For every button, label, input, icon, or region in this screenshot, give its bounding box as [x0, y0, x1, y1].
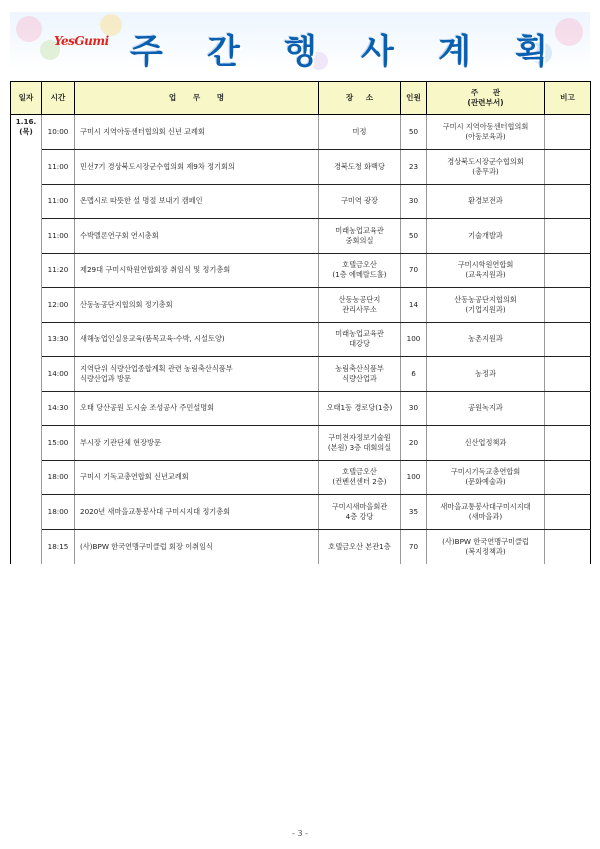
table-row [11, 150, 591, 185]
host-line: (복지정책과) [465, 546, 506, 556]
place-line: 대강당 [349, 339, 370, 349]
note-cell [545, 288, 591, 323]
people-cell: 70 [401, 253, 427, 288]
task-cell [75, 184, 319, 219]
table-row [11, 253, 591, 288]
place-line: (컨벤션센터 2층) [332, 477, 387, 487]
task-line: 구미시 기독교총연합회 신년교례회 [80, 472, 189, 482]
place-cell [319, 357, 401, 392]
people-cell: 100 [401, 460, 427, 495]
date-cell [11, 322, 42, 357]
place-cell [319, 322, 401, 357]
table-row [11, 219, 591, 254]
table-header-row [11, 82, 591, 115]
time-cell: 11:20 [42, 253, 75, 288]
place-line: 미정 [352, 127, 367, 136]
title-char: 계 [438, 32, 473, 70]
date-cell [11, 529, 42, 564]
place-cell [319, 426, 401, 461]
host-line: (총무과) [472, 166, 499, 176]
task-cell [75, 357, 319, 392]
place-cell [319, 115, 401, 150]
task-cell [75, 219, 319, 254]
host-cell [427, 460, 545, 495]
task-cell [75, 391, 319, 426]
title-char: 간 [207, 32, 242, 70]
host-line: (교육지원과) [465, 270, 506, 280]
time-cell: 13:30 [42, 322, 75, 357]
date-cell [11, 495, 42, 530]
title-banner [10, 12, 590, 70]
title-char: 사 [361, 32, 396, 70]
date-cell [11, 150, 42, 185]
host-line: (사)BPW 한국연맹구미클럽 [442, 536, 529, 546]
page-title [130, 24, 550, 70]
time-cell: 11:00 [42, 219, 75, 254]
people-cell: 6 [401, 357, 427, 392]
header-host-main: 주 관 [470, 88, 501, 97]
place-line: 산동농공단지 [338, 294, 381, 304]
place-line: 미래농업교육관 [335, 329, 384, 339]
table-row [11, 426, 591, 461]
header-host [427, 82, 545, 115]
title-char: 획 [515, 32, 550, 70]
host-cell [427, 391, 545, 426]
task-cell [75, 115, 319, 150]
table-row [11, 115, 591, 150]
date-cell [11, 357, 42, 392]
host-line: 산동농공단지협의회 [454, 294, 517, 304]
date-cell [11, 426, 42, 461]
note-cell [545, 115, 591, 150]
host-line: 경상북도시장군수협의회 [447, 156, 524, 166]
time-cell: 10:00 [42, 115, 75, 150]
place-line: 구미시새마을회관 [331, 501, 388, 511]
note-cell [545, 150, 591, 185]
host-line: (새마을과) [468, 511, 503, 521]
place-cell [319, 184, 401, 219]
task-line: 식량산업과 방문 [80, 373, 131, 383]
place-line: 오태1동 경로당(1층) [326, 403, 393, 413]
title-char: 행 [284, 32, 319, 70]
decorative-bubble [100, 14, 122, 36]
people-cell: 35 [401, 495, 427, 530]
host-line: 농정과 [475, 368, 496, 378]
host-line: 구미시 지역아동센터협의회 [442, 122, 529, 131]
place-cell [319, 150, 401, 185]
place-cell [319, 391, 401, 426]
page-number: - 3 - [292, 829, 308, 838]
note-cell [545, 184, 591, 219]
header-task: 업 무 명 [75, 82, 319, 115]
host-cell [427, 322, 545, 357]
date-cell [11, 184, 42, 219]
task-line: 온맵시로 따뜻한 설 명절 보내기 캠페인 [80, 196, 203, 206]
place-cell [319, 288, 401, 323]
host-line: 구미시기독교총연합회 [450, 467, 521, 477]
date-cell [11, 219, 42, 254]
table-row [11, 184, 591, 219]
decorative-bubble [16, 16, 42, 42]
host-cell [427, 426, 545, 461]
task-cell [75, 288, 319, 323]
time-cell: 15:00 [42, 426, 75, 461]
host-line: (문화예술과) [465, 477, 506, 487]
place-line: 호텔금오산 [342, 260, 377, 270]
city-logo: YesGumi [54, 34, 109, 48]
place-cell [319, 460, 401, 495]
task-line: 민선7기 경상북도시장군수협의회 제9차 정기회의 [80, 161, 235, 171]
header-time: 시간 [42, 82, 75, 115]
place-line: 구미전자정보기술원 [328, 432, 391, 442]
task-line: (사)BPW 한국연맹구미클럽 회장 이취임식 [80, 541, 213, 551]
place-line: (본원) 3층 대회의실 [327, 442, 392, 452]
date-cell [11, 288, 42, 323]
host-cell [427, 253, 545, 288]
host-cell [427, 184, 545, 219]
time-cell: 14:00 [42, 357, 75, 392]
task-line: 부시장 기관단체 현장방문 [80, 437, 161, 447]
date-cell [11, 253, 42, 288]
task-line: 지역단위 식량산업종합계획 관련 농림축산식품부 [80, 363, 233, 373]
date-cell [11, 391, 42, 426]
place-line: 4층 강당 [345, 511, 374, 521]
table-row [11, 288, 591, 323]
host-line: 공원녹지과 [468, 403, 503, 413]
people-cell: 100 [401, 322, 427, 357]
task-line: 제29대 구미시학원연합회장 취임식 및 정기총회 [80, 265, 231, 275]
date-weekday: (목) [19, 127, 33, 136]
people-cell: 30 [401, 391, 427, 426]
people-cell: 14 [401, 288, 427, 323]
place-line: 호텔금오산 [342, 467, 377, 477]
date-cell [11, 460, 42, 495]
note-cell [545, 426, 591, 461]
task-cell [75, 495, 319, 530]
host-cell [427, 219, 545, 254]
time-cell: 14:30 [42, 391, 75, 426]
task-line: 2020년 새마을교통봉사대 구미시지대 정기총회 [80, 506, 231, 516]
time-cell: 11:00 [42, 150, 75, 185]
place-line: 호텔금오산 본관1층 [328, 541, 391, 551]
note-cell [545, 357, 591, 392]
task-line: 산동농공단지협의회 정기총회 [80, 299, 173, 309]
header-place: 장 소 [319, 82, 401, 115]
place-line: 경북도청 화백당 [334, 161, 385, 171]
place-line: (1층 에메랄드홀) [332, 270, 387, 280]
table-row [11, 322, 591, 357]
task-line: 새해농업인실용교육(품목교육-수박, 시설토양) [80, 334, 225, 344]
place-line: 중회의실 [345, 235, 374, 245]
task-cell [75, 322, 319, 357]
host-line: (아동보육과) [465, 132, 506, 141]
decorative-bubble [555, 18, 583, 46]
time-cell: 18:15 [42, 529, 75, 564]
place-cell [319, 219, 401, 254]
task-line: 구미시 지역아동센터협의회 신년 교례회 [80, 127, 205, 136]
date-day: 1.16. [15, 117, 37, 126]
table-row [11, 391, 591, 426]
table-row [11, 495, 591, 530]
host-line: 새마을교통봉사대구미시지대 [440, 501, 531, 511]
people-cell: 20 [401, 426, 427, 461]
place-line: 구미역 광장 [340, 196, 378, 206]
host-line: 농촌지원과 [468, 334, 503, 344]
host-line: 구미시학원연합회 [457, 260, 514, 270]
task-cell [75, 150, 319, 185]
host-cell [427, 357, 545, 392]
people-cell: 23 [401, 150, 427, 185]
task-cell [75, 529, 319, 564]
header-date: 일자 [11, 82, 42, 115]
place-cell [319, 529, 401, 564]
task-cell [75, 426, 319, 461]
host-line: (기업지원과) [465, 304, 506, 314]
note-cell [545, 219, 591, 254]
note-cell [545, 322, 591, 357]
note-cell [545, 495, 591, 530]
task-cell [75, 253, 319, 288]
host-cell [427, 288, 545, 323]
header-people: 인원 [401, 82, 427, 115]
date-cell [11, 115, 42, 150]
note-cell [545, 253, 591, 288]
time-cell: 11:00 [42, 184, 75, 219]
table-row [11, 460, 591, 495]
host-line: 환경보전과 [468, 196, 503, 206]
table-row [11, 529, 591, 564]
schedule-table [10, 81, 591, 564]
host-cell [427, 115, 545, 150]
note-cell [545, 391, 591, 426]
people-cell: 50 [401, 115, 427, 150]
host-cell [427, 150, 545, 185]
place-line: 식량산업과 [342, 373, 377, 383]
place-line: 관리사무소 [342, 304, 377, 314]
place-cell [319, 495, 401, 530]
header-host-sub: (관련부서) [467, 98, 504, 107]
host-line: 신산업정책과 [464, 437, 507, 447]
note-cell [545, 529, 591, 564]
time-cell: 12:00 [42, 288, 75, 323]
people-cell: 70 [401, 529, 427, 564]
note-cell [545, 460, 591, 495]
table-row [11, 357, 591, 392]
host-cell [427, 529, 545, 564]
place-line: 미래농업교육관 [335, 225, 384, 235]
time-cell: 18:00 [42, 460, 75, 495]
host-cell [427, 495, 545, 530]
task-line: 오태 당산공원 도시숲 조성공사 주민설명회 [80, 403, 215, 413]
title-char: 주 [130, 32, 165, 70]
people-cell: 50 [401, 219, 427, 254]
task-line: 수박멜론연구회 연시총회 [80, 230, 159, 240]
header-note: 비고 [545, 82, 591, 115]
place-line: 농림축산식품부 [335, 363, 384, 373]
people-cell: 30 [401, 184, 427, 219]
task-cell [75, 460, 319, 495]
host-line: 기술개발과 [468, 230, 503, 240]
place-cell [319, 253, 401, 288]
time-cell: 18:00 [42, 495, 75, 530]
